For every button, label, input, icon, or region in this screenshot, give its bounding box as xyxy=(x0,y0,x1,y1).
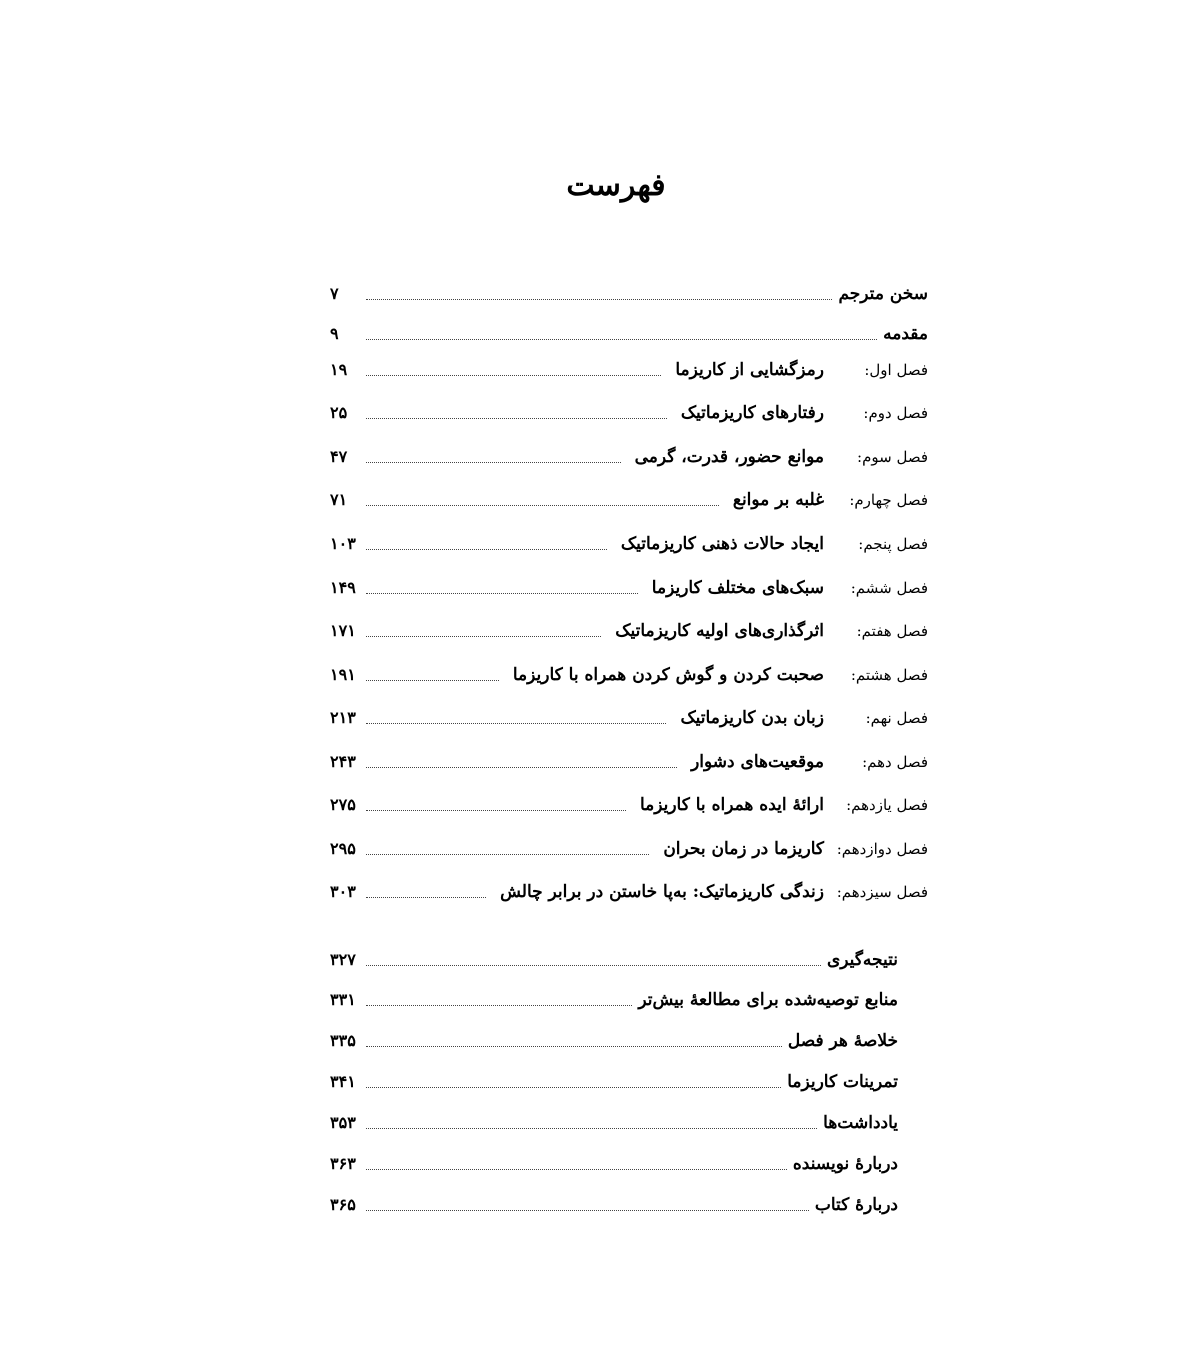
toc-chapter-number: فصل دوازدهم: xyxy=(836,840,928,858)
toc-chapter-number: فصل اول: xyxy=(864,361,928,379)
toc-page-number: ۳۵۳ xyxy=(330,1113,356,1132)
toc-page-number: ۳۳۱ xyxy=(330,990,356,1009)
toc-entry-exercises[interactable] xyxy=(330,1067,898,1097)
toc-page-number: ۳۴۱ xyxy=(330,1072,356,1091)
dot-leader xyxy=(366,549,607,550)
toc-label: دربارهٔ کتاب xyxy=(814,1195,898,1215)
toc-entry-chapter-9[interactable] xyxy=(330,703,928,733)
toc-entry-conclusion[interactable] xyxy=(330,945,898,975)
toc-entry-chapter-4[interactable] xyxy=(330,485,928,515)
toc-entry-chapter-11[interactable] xyxy=(330,790,928,820)
toc-label: خلاصهٔ هر فصل xyxy=(787,1031,898,1051)
toc-page-number: ۲۹۵ xyxy=(330,839,356,858)
toc-entry-chapter-10[interactable] xyxy=(330,747,928,777)
toc-entry-chapter-1[interactable] xyxy=(330,355,928,385)
toc-chapter-number: فصل یازدهم: xyxy=(846,796,928,814)
dot-leader xyxy=(366,593,638,594)
dot-leader xyxy=(366,1087,781,1088)
toc-chapter-title: ایجاد حالات ذهنی کاریزماتیک xyxy=(620,534,824,554)
toc-chapter-title: کاریزما در زمان بحران xyxy=(663,839,824,859)
dot-leader xyxy=(366,636,601,637)
toc-page-number: ۳۲۷ xyxy=(330,950,356,969)
toc-chapter-title: غلبه بر موانع xyxy=(732,490,824,510)
toc-entry-chapter-summaries[interactable] xyxy=(330,1026,898,1056)
toc-entry-about-book[interactable] xyxy=(330,1190,898,1220)
dot-leader xyxy=(366,462,621,463)
page-title: فهرست xyxy=(566,168,666,203)
toc-label: نتیجه‌گیری xyxy=(827,950,898,970)
toc-chapter-title: اثرگذاری‌های اولیه کاریزماتیک xyxy=(615,621,824,641)
dot-leader xyxy=(366,767,677,768)
toc-chapter-title: موانع حضور، قدرت، گرمی xyxy=(634,447,824,467)
toc-page-number: ۱۷۱ xyxy=(330,621,356,640)
toc-label: سخن مترجم xyxy=(838,284,928,304)
toc-page-number: ۷۱ xyxy=(330,490,348,509)
dot-leader xyxy=(366,897,486,898)
toc-label: دربارهٔ نویسنده xyxy=(792,1154,898,1174)
toc-chapter-title: ارائهٔ ایده همراه با کاریزما xyxy=(639,795,824,815)
dot-leader xyxy=(366,339,877,340)
toc-page-number: ۱۰۳ xyxy=(330,534,356,553)
toc-entry-chapter-12[interactable] xyxy=(330,834,928,864)
dot-leader xyxy=(366,723,666,724)
toc-page-number: ۳۶۳ xyxy=(330,1154,356,1173)
dot-leader xyxy=(366,1169,787,1170)
toc-entry-chapter-6[interactable] xyxy=(330,573,928,603)
dot-leader xyxy=(366,1128,817,1129)
toc-page-number: ۲۵ xyxy=(330,403,348,422)
toc-chapter-number: فصل دوم: xyxy=(863,404,928,422)
toc-entry-chapter-3[interactable] xyxy=(330,442,928,472)
toc-chapter-title: زندگی کاریزماتیک: به‌پا خاستن در برابر چالش xyxy=(500,882,824,902)
toc-chapter-number: فصل نهم: xyxy=(865,709,928,727)
toc-entry-recommended-reading[interactable] xyxy=(330,985,898,1015)
toc-entry-chapter-7[interactable] xyxy=(330,616,928,646)
toc-chapter-number: فصل پنجم: xyxy=(858,535,928,553)
toc-label: منابع توصیه‌شده برای مطالعهٔ بیش‌تر xyxy=(638,990,898,1010)
toc-label: یادداشت‌ها xyxy=(823,1113,898,1133)
toc-page-number: ۳۶۵ xyxy=(330,1195,356,1214)
toc-chapter-number: فصل ششم: xyxy=(850,579,928,597)
toc-page-number: ۷ xyxy=(330,284,339,303)
dot-leader xyxy=(366,1046,782,1047)
dot-leader xyxy=(366,505,719,506)
toc-chapter-title: موقعیت‌های دشوار xyxy=(691,752,824,772)
toc-page-number: ۳۰۳ xyxy=(330,882,356,901)
toc-page-number: ۱۹ xyxy=(330,360,348,379)
toc-chapter-title: رفتارهای کاریزماتیک xyxy=(680,403,824,423)
toc-chapter-number: فصل هفتم: xyxy=(856,622,928,640)
toc-entry-notes[interactable] xyxy=(330,1108,898,1138)
toc-page-number: ۲۱۳ xyxy=(330,708,356,727)
dot-leader xyxy=(366,1005,632,1006)
dot-leader xyxy=(366,1210,809,1211)
toc-chapter-number: فصل دهم: xyxy=(862,753,928,771)
toc-entry-translator-note[interactable] xyxy=(330,279,928,309)
toc-page-number: ۹ xyxy=(330,324,339,343)
toc-label: تمرینات کاریزما xyxy=(787,1072,898,1092)
toc-entry-chapter-13[interactable] xyxy=(330,877,928,907)
toc-chapter-number: فصل سوم: xyxy=(857,448,928,466)
toc-entry-chapter-2[interactable] xyxy=(330,398,928,428)
dot-leader xyxy=(366,965,821,966)
toc-chapter-number: فصل هشتم: xyxy=(850,666,928,684)
toc-entry-chapter-8[interactable] xyxy=(330,660,928,690)
toc-entry-introduction[interactable] xyxy=(330,319,928,349)
toc-page-number: ۱۹۱ xyxy=(330,665,356,684)
toc-chapter-title: رمزگشایی از کاریزما xyxy=(675,360,824,380)
toc-chapter-number: فصل سیزدهم: xyxy=(836,883,928,901)
toc-entry-about-author[interactable] xyxy=(330,1149,898,1179)
toc-page-number: ۳۳۵ xyxy=(330,1031,356,1050)
toc-label: مقدمه xyxy=(883,324,928,344)
toc-page-number: ۲۴۳ xyxy=(330,752,356,771)
toc-chapter-number: فصل چهارم: xyxy=(849,491,928,509)
dot-leader xyxy=(366,375,661,376)
toc-chapter-title: صحبت کردن و گوش کردن همراه با کاریزما xyxy=(512,665,824,685)
toc-entry-chapter-5[interactable] xyxy=(330,529,928,559)
toc-page-number: ۱۴۹ xyxy=(330,578,356,597)
dot-leader xyxy=(366,854,649,855)
dot-leader xyxy=(366,299,832,300)
toc-page-number: ۲۷۵ xyxy=(330,795,356,814)
toc-chapter-title: زبان بدن کاریزماتیک xyxy=(680,708,824,728)
dot-leader xyxy=(366,418,667,419)
dot-leader xyxy=(366,680,499,681)
dot-leader xyxy=(366,810,626,811)
toc-page-number: ۴۷ xyxy=(330,447,348,466)
toc-chapter-title: سبک‌های مختلف کاریزما xyxy=(651,578,824,598)
